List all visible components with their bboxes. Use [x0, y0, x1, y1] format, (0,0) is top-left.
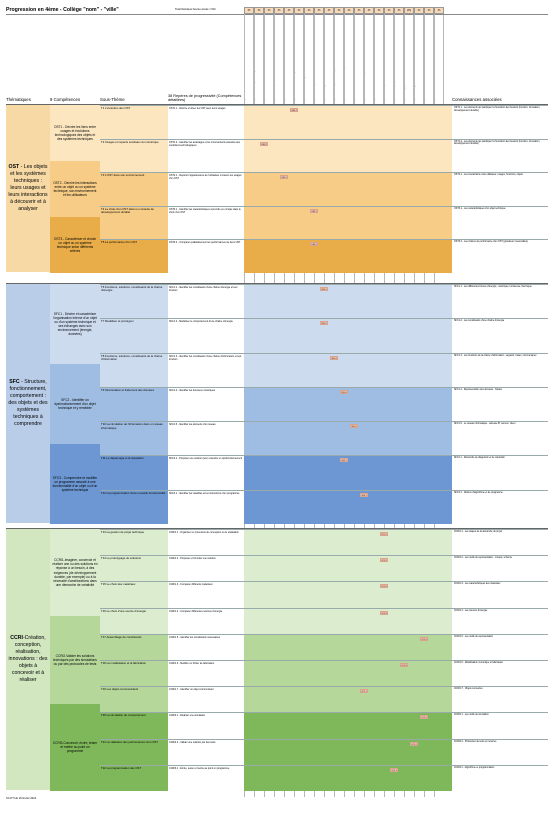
repere-marker: CC1.2: [381, 560, 387, 563]
connaissance: CCRI1.2 - Les outils de représentation : croquis, schéma: [452, 556, 548, 581]
hours-cell: 3h: [264, 7, 274, 14]
sous-theme: T1 L'évolution des OST: [101, 106, 131, 110]
repere: CCRI1.5 - Identifier les constituants nécessaires: [168, 635, 244, 660]
repere: CCRI2.2 - Valider une solution par des tests: [168, 740, 244, 765]
repere-marker: CC1.7: [361, 691, 367, 694]
sequence-title: Séquence 12 Concevoir et réaliser: [354, 15, 364, 105]
connaissance: SFC1.1 - Les différentes formes d'énergie : électrique, lumineuse, thermique: [452, 285, 548, 318]
sous-theme: T4 Le choix d'un OST dans un contexte de développement durable: [101, 206, 154, 215]
competence-label: SFC3 - Comprendre et modifier un programme associé à une fonctionnalité d'un objet ou d'un système technique: [50, 444, 100, 524]
competence-label: SFC2 - Identifier un dysfonctionnement d'un objet technique et y remédier: [50, 364, 100, 444]
sous-theme: T16 Le choix d'une source d'énergie: [101, 608, 146, 613]
hours-cell: 2h: [414, 7, 424, 14]
sequence-title: Séquence 20 Évaluation finale: [434, 15, 444, 105]
competence-label: CCRI3-Concevoir, écrire, tester et mettre au point un programme: [50, 704, 100, 791]
sous-theme: T19 Les objets communicants: [101, 687, 139, 692]
header-competences: 9 Compétences: [50, 97, 81, 102]
table-row: [100, 421, 548, 455]
connaissance: SFC1.5 - Le réseau informatique : adresse IP, serveur, client: [452, 422, 548, 455]
table-row: [100, 239, 548, 273]
table-row: [100, 353, 548, 387]
table-row: [100, 318, 548, 352]
theme-code: OST: [8, 163, 20, 170]
table-header: [6, 14, 548, 104]
repere: OST1.1 - Décrire et situer les OST avec leurs usages: [168, 106, 244, 139]
connaissance: CCRI1.5 - Les outils de représentation: [452, 635, 548, 660]
hours-cell: 3h: [254, 7, 264, 14]
sequence-title: Séquence 10 Maquette numérique: [334, 15, 344, 105]
repere-marker: SF1.1: [321, 289, 327, 291]
connaissance: SFC1.3 - Les fonctions de la chaîne d'information : acquérir, traiter, communiquer: [452, 354, 548, 387]
hours-cell: 2h: [344, 7, 354, 14]
hours-cell: 3h: [274, 7, 284, 14]
sequence-title: Séquence 1 Le vélo connecté: [244, 15, 254, 105]
table-row: [100, 581, 548, 607]
hours-cell: 4h: [304, 7, 314, 14]
footer-note: SC-PTI du 20 février 2024: [6, 797, 37, 800]
table-row: [100, 172, 548, 206]
sequence-title: Séquence 5 Cycle de vie: [284, 15, 294, 105]
repere-marker: CC1.6: [401, 665, 407, 667]
sequence-title: Séquence 11 Le réseau informatique: [344, 15, 354, 105]
table-row: [100, 608, 548, 634]
repere-marker: SF1.3: [331, 357, 337, 360]
header-sous-theme: Sous-Thème: [100, 97, 125, 102]
hours-cell: (3h): [404, 7, 414, 14]
hours-cell: 3h: [384, 7, 394, 14]
sequence-title: Séquence 15 Capteurs et actionneurs: [384, 15, 394, 105]
connaissance: SFC1.2 - Les constituants d'une chaîne d'énergie: [452, 319, 548, 352]
repere-marker: OS3.2: [311, 244, 317, 247]
header-thematiques: Thématiques: [6, 97, 31, 102]
repere-marker: SF3.1: [361, 494, 367, 497]
connaissance: OST3.2 - Les critères de performance d'un OST (grandeurs mesurables): [452, 240, 548, 273]
table-row: [100, 712, 548, 738]
sous-theme: T7 Modéliser et prototyper: [101, 319, 134, 324]
repere-marker: CC1.3: [381, 586, 387, 589]
connaissance: OST1.2 - Les éléments qui participent à l'évolution des besoins (fonction, innovation, développement durable): [452, 140, 548, 173]
theme-band: [6, 528, 548, 790]
page-title: Progression en 4ème - Collège "nom" - "ville": [6, 7, 119, 13]
theme-text: - Les objets et les systèmes techniques : leurs usages et leurs interactions à découvrir et à analyser: [8, 163, 48, 213]
table-row: [100, 490, 548, 524]
connaissance: CCRI1.1 - Les étapes de la démarche de projet: [452, 530, 548, 555]
connaissance: SFC1.4 - Représentation des données : binaire: [452, 388, 548, 421]
connaissance: SFC3.1 - Notions d'algorithme et de programme: [452, 491, 548, 524]
sequence-title: Séquence 14 Modélisation: [374, 15, 384, 105]
hours-cell: 3h: [324, 7, 334, 14]
header-reperes: 38 Repères de progressivité (Compétences détaillées): [168, 94, 242, 102]
table-row: [100, 284, 548, 318]
repere-marker: OS2.1: [281, 177, 287, 180]
repere: OST3.2 - Comparer qualitativement les performances de deux OST: [168, 240, 244, 273]
sous-theme: T11 Le dépannage et la réparation: [101, 456, 144, 461]
sous-theme: T15 Le choix des matériaux: [101, 582, 136, 587]
theme-text: -Création, conception, réalisation, innovations : des objets à concevoir et à réaliser: [8, 634, 48, 684]
sequence-title: Séquence 6 Données numériques: [294, 15, 304, 105]
table-row: [100, 105, 548, 139]
table-row: [100, 139, 548, 173]
competence-label: OST1 - Décrire les liens entre usages et évolutions technologiques des objets et des systèmes techniques: [50, 105, 100, 161]
repere-marker: SF1.4: [341, 391, 347, 394]
hours-caption: Total théorique heures année = 51h: [175, 8, 216, 11]
sequence-title: Séquence 3 Chaîne d'information: [264, 15, 274, 105]
theme-label: [6, 105, 50, 272]
repere: SFC2.1 - Proposer une solution pour résoudre un dysfonctionnement: [168, 456, 244, 489]
hours-cell: 2h: [294, 7, 304, 14]
competence-label: OST2 - Décrire les interactions entre un objet ou un système technique, son environnement et les utilisateurs: [50, 161, 100, 217]
hours-cell: 3h: [364, 7, 374, 14]
theme-label: [6, 529, 50, 790]
repere: CCRI1.6 - Modifier un fichier de fabrication: [168, 661, 244, 686]
table-row: [100, 686, 548, 712]
table-row: [100, 765, 548, 791]
repere-marker: OS1.1: [291, 110, 297, 112]
sous-theme: T22 La programmation des OST: [101, 765, 142, 770]
connaissance: CCRI1.7 - Objets connectés: [452, 687, 548, 712]
hours-cell: 3h: [244, 7, 254, 14]
repere-marker: CC1.1: [381, 534, 387, 536]
hours-cell: 3h: [374, 7, 384, 14]
repere-marker: CC1.5: [421, 638, 427, 641]
repere-marker: CC2.1: [421, 717, 427, 720]
connaissance: CCRI2.1 - Les outils de simulation: [452, 713, 548, 738]
connaissance: CCRI1.4 - Les sources d'énergie: [452, 609, 548, 634]
table-row: [100, 529, 548, 555]
sequence-title: Séquence 9 Programmer un robot: [324, 15, 334, 105]
table-row: [100, 206, 548, 240]
repere: CCRI1.1 - Organiser un processus de conception et de réalisation: [168, 530, 244, 555]
sous-theme: T8 Fonctions, solutions, constituants de la chaîne d'information: [101, 353, 163, 362]
sequence-title: Séquence 17 (optionnelle): [404, 15, 414, 105]
repere-marker: SF2.1: [341, 460, 347, 463]
sous-theme: T14 Le prototypage de solutions: [101, 556, 141, 561]
connaissance: OST2.1 - Les interactions entre utilisateur, usages, fonctions, objets: [452, 173, 548, 206]
sequence-title: Séquence 4 Le système étudié: [274, 15, 284, 105]
theme-code: SFC: [9, 378, 20, 385]
sous-theme: T10 La circulation de l'information dans un réseau informatique: [101, 422, 163, 430]
sous-theme: T21 La validation des performances d'un OST: [101, 739, 158, 744]
repere: CCRI2.1 - Réaliser une simulation: [168, 713, 244, 738]
repere-marker: OS3.1: [311, 210, 317, 213]
theme-band: [6, 104, 548, 272]
sequence-title: Séquence 7 Mesures et grandeurs: [304, 15, 314, 105]
connaissance: SFC2.1 - Démarche de diagnostic et de résolution: [452, 456, 548, 489]
hours-cell: 3h: [354, 7, 364, 14]
repere-marker: CC3.1: [391, 769, 397, 772]
repere: OST3.1 - Identifier les caractéristiques à prendre en compte dans le choix d'un OST: [168, 207, 244, 240]
repere: SFC1.1 - Identifier les constituants d'une chaîne d'énergie et leur fonction: [168, 285, 244, 318]
repere: CCRI1.7 - Identifier un objet communicant: [168, 687, 244, 712]
theme-code: CCRI: [10, 634, 23, 641]
repere-marker: CC1.4: [381, 612, 387, 615]
sous-theme: T13 La gestion de projet technique: [101, 530, 145, 534]
sequence-title: Séquence 8 Comprendre un système: [314, 15, 324, 105]
repere: SFC3.1 - Identifier les variables et les instructions d'un programme: [168, 491, 244, 524]
hours-cell: 3h: [424, 7, 434, 14]
competence-label: SFC1 - Décrire et caractériser l'organisation interne d'un objet ou d'un système technique et ses échanges avec son environnement (énergie, données): [50, 284, 100, 364]
sous-theme: T18 La modélisation et la fabrication: [101, 661, 146, 665]
connaissance: CCRI2.2 - Protocoles de tests et mesures: [452, 740, 548, 765]
table-row: [100, 634, 548, 660]
theme-text: - Structure, fonctionnement, comportement : des objets et des systèmes techniques à comprendre: [8, 378, 48, 428]
table-row: [100, 739, 548, 765]
hours-cell: 3h: [394, 7, 404, 14]
theme-label: [6, 284, 50, 523]
sequence-title: Séquence 13 Dessin technique: [364, 15, 374, 105]
hours-cell: 3h: [284, 7, 294, 14]
repere: CCRI1.2 - Proposer et formuler une solution: [168, 556, 244, 581]
repere: SFC1.2 - Modéliser le comportement d'une chaîne d'énergie: [168, 319, 244, 352]
sequence-headers: [244, 15, 444, 105]
theme-band: [6, 283, 548, 523]
hours-cell: 3h: [314, 7, 324, 14]
connaissance: CCRI1.6 - Modélisation numérique et fabrication: [452, 661, 548, 686]
competence-label: CCRI1-Imaginer, concevoir et réaliser une ou des solutions en réponse à un besoin, à des exigences (de développement durable, par exemple) ou à la nécessité d'améliorations dans une démarche de créativité: [50, 529, 100, 616]
sequence-title: Séquence 19 Bilan de l'année: [424, 15, 434, 105]
hours-cell: 3h: [334, 7, 344, 14]
competence-label: CCRI2-Valider les solutions techniques par des simulations ou par des protocoles de tests: [50, 616, 100, 703]
sous-theme: T2 Usages et impacts sociétaux du numérique: [101, 139, 159, 144]
repere-marker: CC2.2: [411, 743, 417, 746]
repere-marker: OS1.2: [261, 143, 267, 146]
sous-theme: T9 Structuration et traitement des données: [101, 387, 155, 392]
table-row: [100, 455, 548, 489]
repere-marker: SF1.5: [351, 426, 357, 429]
repere-marker: SF1.2: [321, 323, 327, 326]
repere: OST1.2 - Identifier les avantages et les inconvénients associés aux évolutions technologiques: [168, 140, 244, 173]
hours-cell: 3h: [434, 7, 444, 14]
table-row: [100, 660, 548, 686]
sous-theme: T17 Assemblage de constituants: [101, 634, 142, 639]
sous-theme: T6 Fonctions, solutions, constituants de la chaîne d'énergie: [101, 285, 163, 293]
sequence-title: Séquence 16 Le projet: [394, 15, 404, 105]
competence-label: OST3 - Caractériser et choisir un objet ou un système technique selon différents critères: [50, 217, 100, 273]
repere: SFC1.5 - Identifier les éléments d'un réseau: [168, 422, 244, 455]
table-row: [100, 555, 548, 581]
sequence-title: Séquence 2 Des objets techniques: [254, 15, 264, 105]
connaissance: CCRI1.3 - Les caractéristiques des matériaux: [452, 582, 548, 607]
repere: SFC1.3 - Identifier les constituants d'une chaîne d'information et leur fonction: [168, 354, 244, 387]
repere: CCRI1.3 - Comparer différents matériaux: [168, 582, 244, 607]
repere: SFC1.4 - Identifier les données numériques: [168, 388, 244, 421]
repere: OST2.1 - Repérer l'appartenance de l'utilisateur à travers les usages d'un OST: [168, 173, 244, 206]
table-row: [100, 387, 548, 421]
sous-theme: T12 La programmation d'une nouvelle fonctionnalité: [101, 490, 166, 495]
sous-theme: T5 La performance d'un OST: [101, 240, 138, 245]
sequence-title: Séquence 18 Algorithme: [414, 15, 424, 105]
connaissance: CCRI3.1 - Algorithme et programmation: [452, 766, 548, 791]
repere: CCRI3.1 - Écrire, tester et mettre au point un programme: [168, 766, 244, 791]
repere: CCRI1.4 - Comparer différentes sources d'énergie: [168, 609, 244, 634]
sous-theme: T20 La simulation de comportement: [101, 713, 146, 718]
header-connaissances: Connaissances associées: [452, 97, 502, 102]
connaissance: OST1.1 - Les éléments qui participent à l'évolution des besoins (fonction, innovation, développement durable): [452, 106, 548, 139]
connaissance: OST3.1 - Les caractéristiques d'un objet technique: [452, 207, 548, 240]
sous-theme: T3 L'OST dans son environnement: [101, 173, 145, 178]
hours-strip: [244, 7, 444, 14]
